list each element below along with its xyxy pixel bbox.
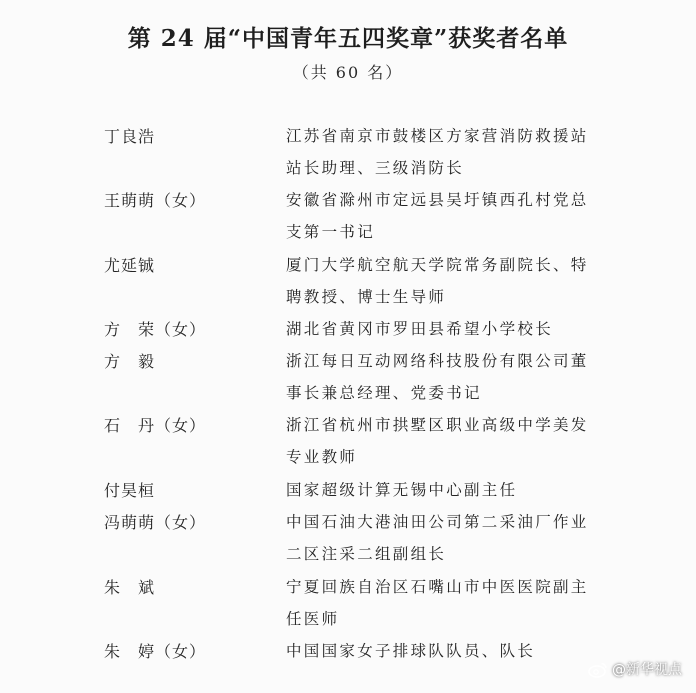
awardee-desc-line: 中国国家女子排球队队员、队长 (286, 642, 536, 660)
awardee-name: 方 毅 (104, 352, 156, 371)
awardee-name: 方 荣（女） (104, 320, 207, 339)
awardee-desc-line: 浙江省杭州市拱墅区职业高级中学美发 (286, 416, 589, 434)
awardee-desc-line: 聘教授、博士生导师 (286, 288, 447, 306)
awardee-name: 石 丹（女） (104, 416, 207, 435)
awardee-desc-line: 站长助理、三级消防长 (286, 159, 465, 177)
awardee-name: 朱 婷（女） (104, 642, 207, 661)
watermark (588, 659, 682, 679)
awardee-name: 付昊桓 (104, 481, 156, 500)
awardee-name: 冯萌萌（女） (104, 513, 207, 532)
awardee-name: 朱 斌 (104, 578, 156, 597)
awardee-name: 王萌萌（女） (104, 191, 207, 210)
awardee-name: 丁良浩 (104, 127, 156, 146)
awardee-desc-line: 国家超级计算无锡中心副主任 (286, 481, 518, 499)
weibo-logo-icon (588, 661, 608, 678)
awardee-desc-line: 专业教师 (286, 448, 358, 466)
awardee-desc-line: 任医师 (286, 610, 340, 628)
awardee-desc-line: 湖北省黄冈市罗田县希望小学校长 (286, 320, 554, 338)
awardee-desc-line: 中国石油大港油田公司第二采油厂作业 (286, 513, 589, 531)
awardee-desc-line: 事长兼总经理、党委书记 (286, 384, 482, 402)
document-subtitle: （共 60 名） (292, 63, 404, 82)
awardee-desc-line: 安徽省滁州市定远县吴圩镇西孔村党总 (286, 191, 589, 209)
document-title: 第 24 届“中国青年五四奖章”获奖者名单 (127, 25, 569, 52)
awardee-desc-line: 厦门大学航空航天学院常务副院长、特 (286, 256, 589, 274)
awardee-desc-line: 支第一书记 (286, 223, 376, 241)
awardee-desc-line: 二区注采二组副组长 (286, 545, 447, 563)
watermark-text: @新华视点 (612, 662, 682, 678)
awardee-desc-line: 浙江每日互动网络科技股份有限公司董 (286, 352, 589, 370)
awardee-desc-line: 江苏省南京市鼓楼区方家营消防救援站 (286, 127, 589, 145)
awardee-name: 尤延铖 (104, 256, 156, 275)
awardee-desc-line: 宁夏回族自治区石嘴山市中医医院副主 (286, 578, 589, 596)
